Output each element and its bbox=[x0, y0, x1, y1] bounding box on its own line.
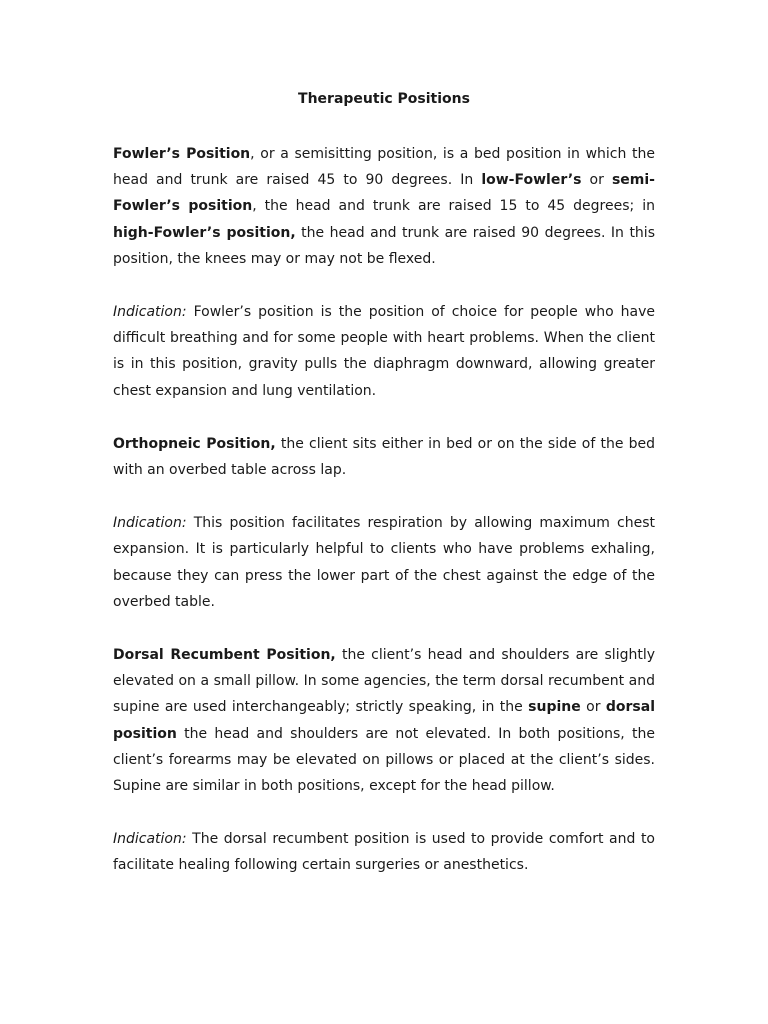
dorsal-recumbent-paragraph bbox=[113, 642, 655, 799]
supine-term: supine bbox=[528, 699, 581, 716]
indication-label: Indication: bbox=[113, 304, 187, 321]
document-title: Therapeutic Positions bbox=[298, 91, 470, 107]
dorsal-text-1: the client’s head and shoulders are slightly elevated on a small pillow. In some agencies, the term dorsal recumbent and supine are used interchangeably; strictly speaking, in the bbox=[113, 647, 656, 716]
dorsal-indication-paragraph bbox=[113, 826, 655, 878]
low-fowler-term: low-Fowler’s bbox=[481, 172, 582, 189]
orthopneic-text: the client sits either in bed or on the side of the bed with an overbed table across lap. bbox=[113, 435, 655, 479]
high-fowler-term: high-Fowler’s position, bbox=[113, 224, 296, 241]
document-page bbox=[113, 88, 655, 906]
fowler-term: Fowler’s Position bbox=[113, 146, 251, 162]
fowler-text-4: the head and trunk are raised 90 degrees. In this position, the knees may or may not be flexed. bbox=[113, 224, 655, 267]
fowler-indication-text: Fowler’s position is the position of choice for people who have difficult breathing and for some people with heart problems. When the client is in this position, gravity pulls the diaphragm downward, allowing greater chest expansion and lung ventilation. bbox=[113, 304, 655, 399]
dorsal-recumbent-term: Dorsal Recumbent Position, bbox=[113, 647, 336, 664]
semi-fowler-term: semi-Fowler’s position bbox=[113, 172, 655, 215]
orthopneic-paragraph bbox=[113, 431, 655, 483]
dorsal-indication-text: The dorsal recumbent position is used to provide comfort and to facilitate healing following certain surgeries or anesthetics. bbox=[113, 831, 655, 874]
fowler-text-1: , or a semisitting position, is a bed position in which the head and trunk are raised 45 to 90 degrees. In bbox=[113, 146, 655, 189]
fowler-text-3: , the head and trunk are raised 15 to 45 degrees; in bbox=[252, 198, 655, 215]
indication-label: Indication: bbox=[113, 515, 187, 532]
fowler-paragraph bbox=[113, 141, 655, 272]
orthopneic-term: Orthopneic Position, bbox=[113, 435, 276, 452]
dorsal-position-term: dorsal position bbox=[113, 699, 655, 742]
orthopneic-indication-paragraph bbox=[113, 510, 655, 615]
dorsal-text-2: or bbox=[580, 699, 606, 716]
dorsal-text-3: the head and shoulders are not elevated. In both positions, the client’s forearms may be elevated on pillows or placed at the client’s sides. Supine are similar in both positions, except for the head pillow. bbox=[113, 725, 655, 795]
fowler-text-2: or bbox=[581, 172, 612, 189]
fowler-indication-paragraph bbox=[113, 299, 655, 404]
orthopneic-indication-text: This position facilitates respiration by allowing maximum chest expansion. It is particularly helpful to clients who have problems exhaling, because they can press the lower part of the chest against the edge of the overbed table. bbox=[113, 515, 655, 610]
indication-label: Indication: bbox=[113, 831, 187, 848]
